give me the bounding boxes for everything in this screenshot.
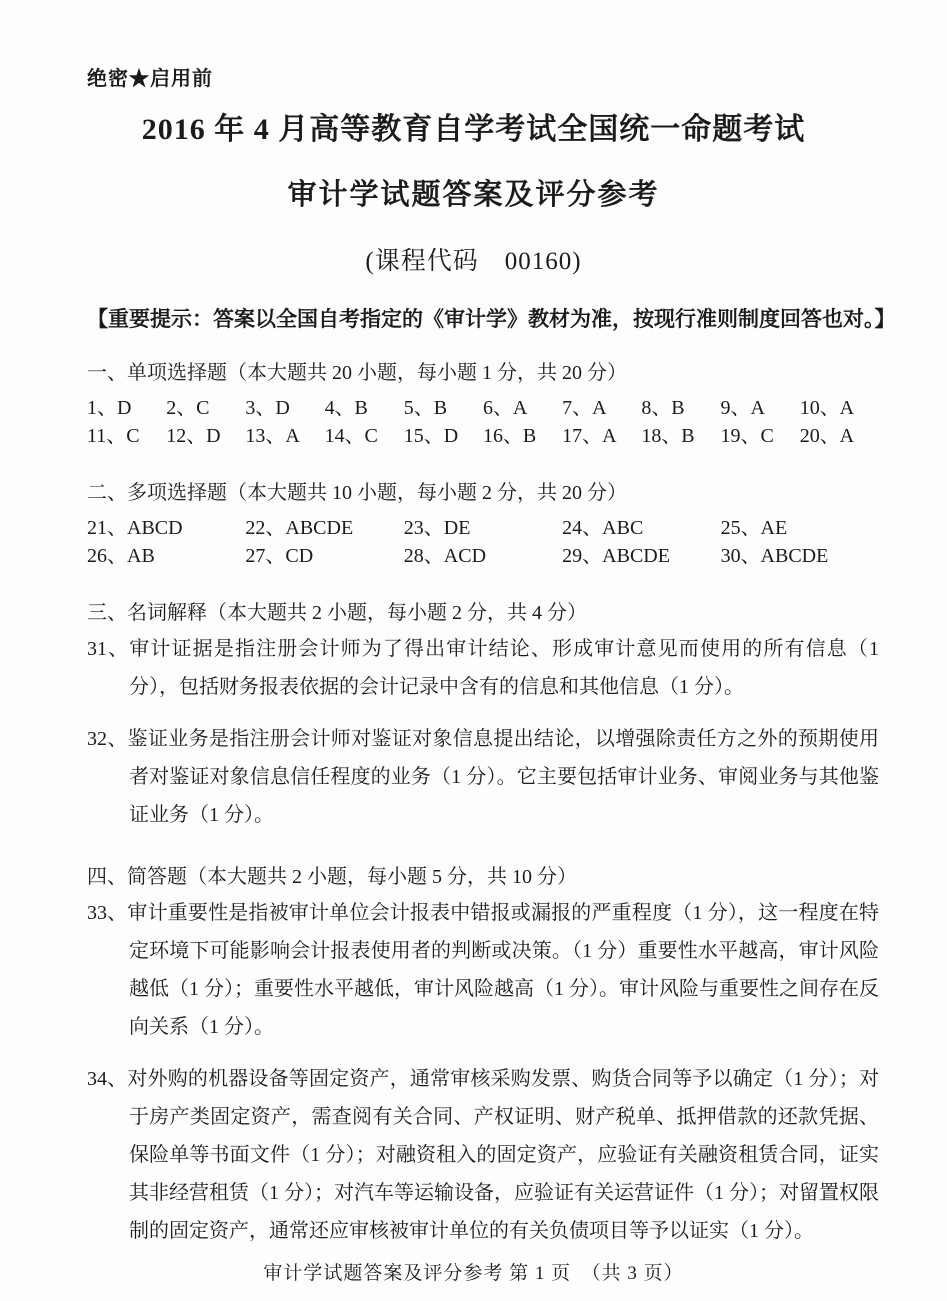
section-multiple-choice [87,478,879,570]
item-number: 33、 [87,902,128,924]
answer-item: 11、C [87,425,140,447]
answer-item: 21、ABCD [87,517,183,539]
answer-item: 1、D [87,397,132,419]
section-single-choice [87,358,879,450]
section-heading: 四、简答题（本大题共 2 小题，每小题 5 分，共 10 分） [87,866,577,888]
answer-content [87,358,879,1250]
answer-item: 6、A [482,397,528,419]
paper-title: 审计学试题答案及评分参考 [287,179,660,211]
answer-item: 12、D [166,425,221,447]
item-number: 34、 [87,1068,128,1090]
answer-item: 24、ABC [562,517,644,539]
section-definitions [87,598,879,834]
answer-item: 8、B [641,397,685,419]
answer-item: 18、B [641,425,695,447]
exam-title: 2016 年 4 月高等教育自学考试全国统一命题考试 [141,113,806,146]
answer-item: 30、ABCDE [720,545,829,567]
answer-item: 16、B [482,425,537,447]
item-number: 32、 [87,728,128,750]
answer-item: 19、C [720,425,774,447]
short-answer-items [87,894,879,1250]
answer-item: 25、AE [720,517,788,539]
answer-item: 9、A [720,397,765,419]
page-footer: 审计学试题答案及评分参考 第 1 页 （共 3 页） [263,1263,684,1284]
answer-item: 17、A [562,425,617,447]
answer-row [87,514,879,542]
item-number: 31、 [87,638,130,660]
answer-item: 3、D [245,397,290,419]
classification-label: 绝密★启用前 [87,68,213,90]
section-heading: 二、多项选择题（本大题共 10 小题，每小题 2 分，共 20 分） [87,482,627,504]
answer-item: 15、D [403,425,459,447]
short-answer-item [87,1060,879,1250]
answer-row [87,542,879,570]
item-text: 审计重要性是指被审计单位会计报表中错报或漏报的严重程度（1 分），这一程度在特定环境下可能影响会计报表使用者的判断或决策。（1 分）重要性水平越高，审计风险越低（1 分）；重要性水平越低，审计风险越高（1 分）。审计风险与重要性之间存在反向关系（1 分）。 [127,902,879,1038]
answer-item: 28、ACD [403,545,487,567]
important-notice: 【重要提示：答案以全国自考指定的《审计学》教材为准，按现行准则制度回答也对。】 [87,307,896,331]
answer-item: 20、A [799,425,855,447]
answer-item: 29、ABCDE [562,545,670,567]
answer-item: 26、AB [87,545,155,567]
answer-item: 7、A [562,397,607,419]
answer-item: 23、DE [403,517,471,539]
answer-item: 4、B [324,397,368,419]
item-text: 鉴证业务是指注册会计师对鉴证对象信息提出结论，以增强除责任方之外的预期使用者对鉴证对象信息信任程度的业务（1 分）。它主要包括审计业务、审阅业务与其他鉴证业务（1 分）。 [127,728,880,826]
definition-item [87,720,879,834]
answer-item: 2、C [166,397,210,419]
section-heading: 一、单项选择题（本大题共 20 小题，每小题 1 分，共 20 分） [87,362,627,384]
answer-item: 13、A [245,425,300,447]
section-short-answer [87,862,879,1250]
definition-item [87,630,879,706]
item-text: 对外购的机器设备等固定资产，通常审核采购发票、购货合同等予以确定（1 分）；对于房产类固定资产，需查阅有关合同、产权证明、财产税单、抵押借款的还款凭据、保险单等书面文件（1 分）；对融资租入的固定资产，应验证有关融资租赁合同，证实其非经营租赁（1 分）；对汽车等运输设备，应验证有关运营证件（1 分）；对留置权限制的固定资产，通常还应审核被审计单位的有关负债项目等予以证实（1 分）。 [127,1068,879,1242]
course-code: (课程代码 00160) [365,248,582,275]
answer-item: 5、B [403,397,448,419]
item-text: 审计证据是指注册会计师为了得出审计结论、形成审计意见而使用的所有信息（1 分），包括财务报表依据的会计记录中含有的信息和其他信息（1 分）。 [129,638,880,698]
title-block [0,104,947,277]
answer-item: 14、C [324,425,378,447]
answer-item: 10、A [799,397,855,419]
answer-item: 22、ABCDE [245,517,354,539]
short-answer-item [87,894,879,1046]
answer-row [87,394,879,422]
answer-row [87,422,879,450]
answer-item: 27、CD [245,545,314,567]
definition-items [87,630,879,834]
section-heading: 三、名词解释（本大题共 2 小题，每小题 2 分，共 4 分） [87,602,587,624]
